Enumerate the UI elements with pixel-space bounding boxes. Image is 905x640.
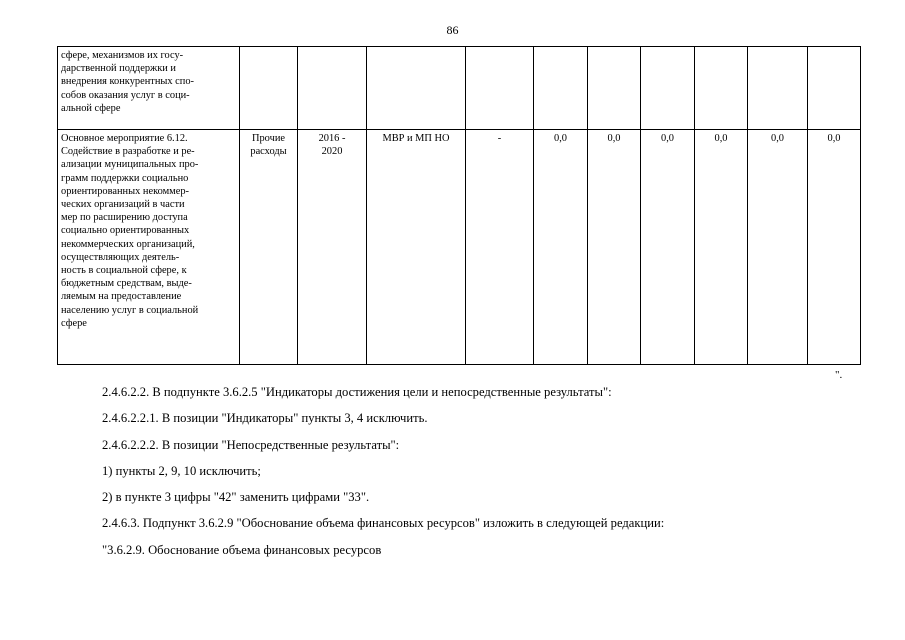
description-line: альной сфере [61,102,121,114]
paragraph: 2) в пункте 3 цифры "42" заменить цифрами "33". [102,490,370,505]
paragraph: 2.4.6.2.2.1. В позиции "Индикаторы" пункты 3, 4 исключить. [102,411,428,426]
description-line: ность в социальной сфере, к [61,265,187,277]
value-cell: 0,0 [695,130,748,365]
description-line: Содействие в разработке и ре- [61,146,195,158]
description-line: внедрения конкурентных спо- [61,76,194,88]
description-line: Основное мероприятие 6.12. [61,133,188,144]
description-line: сфере, механизмов их госу- [61,50,184,61]
description-line: ческих организаций в части [61,199,185,211]
amendment-text [102,383,882,567]
empty-cell [748,47,808,130]
description-cell [58,47,240,130]
page-number: 86 [446,23,459,37]
period-line: 2020 [321,146,343,158]
source-line: Прочие [251,133,286,144]
description-line: дарственной поддержки и [61,63,176,75]
empty-cell [367,47,466,130]
empty-cell [240,47,298,130]
description-cell [58,130,240,365]
empty-cell [808,47,861,130]
paragraph: 1) пункты 2, 9, 10 исключить; [102,463,261,478]
value-cell: 0,0 [534,130,588,365]
description-line: некоммерческих организаций, [61,238,195,250]
description-line: ориентированных некоммер- [61,185,189,197]
empty-cell [298,47,367,130]
description-line: осуществляющих деятель- [61,251,180,263]
description-line: собов оказания услуг в соци- [61,89,190,101]
program-table [57,46,861,365]
value-cell: 0,0 [588,130,641,365]
description-line: ляемым на предоставление [61,291,182,303]
paragraph: 2.4.6.2.2. В подпункте 3.6.2.5 "Индикаторы достижения цели и непосредственные результаты": [102,385,612,399]
period-line: 2016 - [318,133,346,144]
description-line: мер по расширению доступа [61,212,188,224]
empty-cell [466,47,534,130]
description-line: грамм поддержки социально [61,172,189,184]
description-line: социально ориентированных [61,225,190,237]
empty-cell [588,47,641,130]
paragraph: 2.4.6.2.2.2. В позиции "Непосредственные результаты": [102,437,400,452]
description-line: ализации муниципальных про- [61,159,199,171]
value-cell: 0,0 [641,130,695,365]
value-cell: 0,0 [748,130,808,365]
table-row [58,47,861,130]
empty-cell [534,47,588,130]
period-cell [298,130,367,365]
dash-cell: - [466,130,534,365]
description-line: населению услуг в социальной [61,304,199,316]
description-line: бюджетным средствам, выде- [61,278,192,290]
table-row [58,130,861,365]
empty-cell [695,47,748,130]
value-cell: 0,0 [808,130,861,365]
source-cell [240,130,298,365]
paragraph: "3.6.2.9. Обоснование объема финансовых ресурсов [102,542,382,557]
description-line: сфере [61,317,87,329]
source-line: расходы [250,146,287,158]
paragraph: 2.4.6.3. Подпункт 3.6.2.9 "Обоснование объема финансовых ресурсов" изложить в следующей редакции: [102,516,665,531]
executor-cell: МВР и МП НО [367,130,466,365]
closing-quote: ". [835,369,843,381]
empty-cell [641,47,695,130]
